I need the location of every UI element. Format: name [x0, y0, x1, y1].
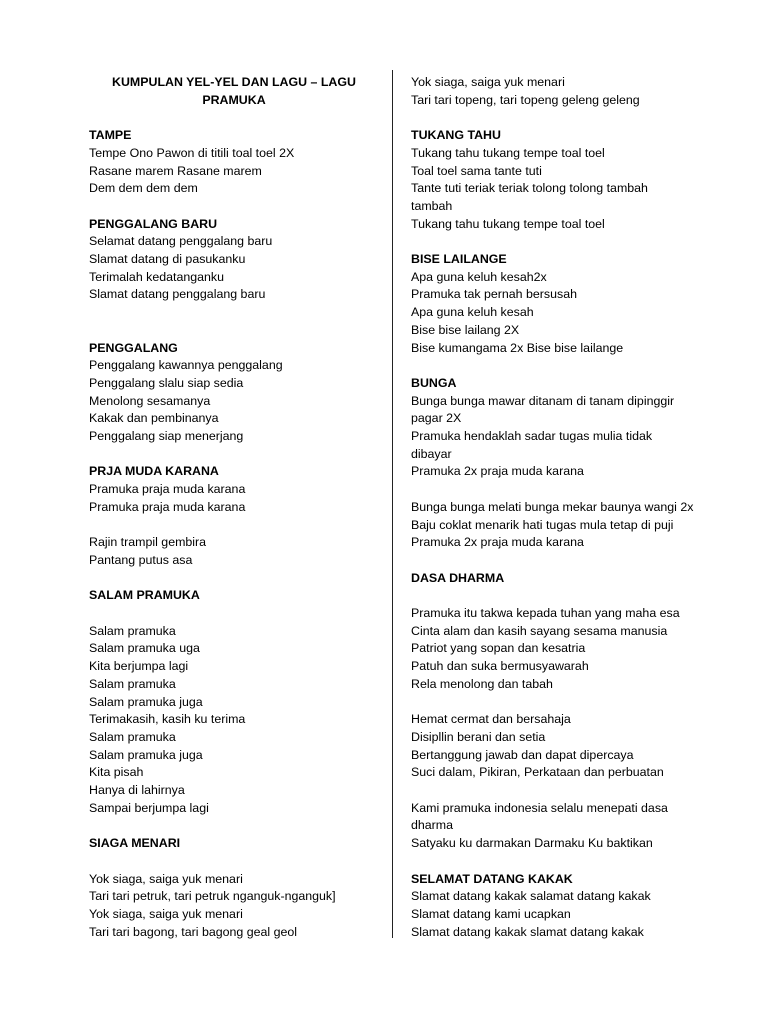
lyric-line: Tukang tahu tukang tempe toal toel: [411, 216, 605, 231]
section-heading: PENGGALANG: [89, 340, 178, 355]
lyric-line: Rajin trampil gembira: [89, 535, 207, 550]
lyric-line: Penggalang siap menerjang: [89, 429, 244, 444]
section-tampe: [89, 127, 379, 198]
section-heading: SALAM PRAMUKA: [89, 588, 200, 603]
section-heading: SELAMAT DATANG KAKAK: [411, 871, 573, 886]
lyric-line: Penggalang slalu siap sedia: [89, 375, 244, 390]
lyric-line: Pramuka hendaklah sadar tugas mulia tidak dibayar: [411, 429, 653, 461]
lyric-line: Penggalang kawannya penggalang: [89, 358, 283, 373]
lyric-line: Tari tari petruk, tari petruk nganguk-nganguk]: [89, 889, 336, 904]
lyric-line: Patuh dan suka bermusyawarah: [411, 659, 589, 674]
lyric-line: Apa guna keluh kesah: [411, 305, 534, 320]
lyric-line: Suci dalam, Pikiran, Perkataan dan perbuatan: [411, 765, 664, 780]
lyric-line: Hemat cermat dan bersahaja: [411, 712, 571, 727]
lyric-line: Kita pisah: [89, 765, 144, 780]
lyric-line: Pantang putus asa: [89, 552, 193, 567]
lyric-line: Pramuka 2x praja muda karana: [411, 535, 584, 550]
lyric-line: Salam pramuka: [89, 729, 176, 744]
lyric-line: Kami pramuka indonesia selalu menepati dasa dharma: [411, 800, 668, 833]
lyric-line: Slamat datang kami ucapkan: [411, 906, 571, 921]
lyric-line: Bise bise lailang 2X: [411, 322, 520, 337]
section-selamat-datang-kakak: [411, 871, 711, 942]
lyric-line: Slamat datang di pasukanku: [89, 252, 246, 266]
lyric-line: Yok siaga, saiga yuk menari: [89, 906, 243, 921]
lyric-line: Salam pramuka uga: [89, 641, 200, 656]
lyric-line: Salam pramuka juga: [89, 747, 203, 762]
lyric-line: Pramuka itu takwa kepada tuhan yang maha esa: [411, 606, 680, 620]
lyric-line: Pramuka praja muda karana: [89, 482, 246, 497]
document-title: KUMPULAN YEL-YEL DAN LAGU – LAGU PRAMUKA: [112, 75, 356, 107]
column-divider: [392, 70, 393, 938]
left-column: [89, 71, 379, 941]
lyric-line: Bertanggung jawab dan dapat dipercaya: [411, 747, 634, 762]
lyric-line: Yok siaga, saiga yuk menari: [89, 871, 243, 886]
lyric-line: Bunga bunga melati bunga mekar baunya wangi 2x: [411, 499, 694, 514]
lyric-line: Salam pramuka juga: [89, 694, 203, 709]
lyric-line: Terimalah kedatanganku: [89, 269, 225, 284]
lyric-line: Bunga bunga mawar ditanam di tanam dipinggir pagar 2X: [411, 393, 675, 426]
lyric-line: Dem dem dem dem: [89, 181, 198, 196]
section-penggalang: [89, 340, 379, 446]
lyric-line: Rasane marem Rasane marem: [89, 163, 262, 178]
lyric-line: Menolong sesamanya: [89, 393, 211, 408]
section-tukang-tahu: [411, 127, 711, 233]
lyric-line: Baju coklat menarik hati tugas mula tetap di puji: [411, 517, 674, 532]
section-heading: PRJA MUDA KARANA: [89, 464, 219, 479]
lyric-line: Kita berjumpa lagi: [89, 659, 189, 674]
section-heading: DASA DHARMA: [411, 570, 505, 585]
lyric-line: Terimakasih, kasih ku terima: [89, 712, 246, 727]
section-penggalang-baru: [89, 216, 379, 305]
lyric-line: Kakak dan pembinanya: [89, 411, 219, 426]
lyric-line: Patriot yang sopan dan kesatria: [411, 641, 586, 656]
lyric-line: Sampai berjumpa lagi: [89, 800, 209, 815]
lyric-line: Tari tari bagong, tari bagong geal geol: [89, 924, 298, 939]
section-bise-lailange: [411, 251, 711, 357]
lyric-line: Pramuka praja muda karana: [89, 499, 246, 514]
lyric-line: Pramuka 2x praja muda karana: [411, 464, 584, 479]
section-heading: TUKANG TAHU: [411, 128, 501, 143]
section-heading: TAMPE: [89, 128, 132, 143]
lyric-line: Salam pramuka: [89, 623, 176, 638]
section-siaga-menari: [89, 835, 379, 941]
section-heading: BUNGA: [411, 375, 457, 390]
lyric-line: Hanya di lahirnya: [89, 783, 185, 798]
right-column: [411, 71, 711, 941]
section-heading: SIAGA MENARI: [89, 836, 181, 851]
lyric-line: Slamat datang kakak slamat datang kakak: [411, 924, 644, 939]
lyric-line: Toal toel sama tante tuti: [411, 163, 542, 178]
lyric-line: Tukang tahu tukang tempe toal toel: [411, 145, 605, 160]
lyric-line: Pramuka tak pernah bersusah: [411, 287, 577, 302]
lyric-line: Bise kumangama 2x Bise bise lailange: [411, 340, 624, 355]
lyric-line: Tante tuti teriak teriak tolong tolong tambah tambah: [411, 181, 648, 213]
lyric-line: Satyaku ku darmakan Darmaku Ku baktikan: [411, 836, 653, 851]
lyric-line: Tempe Ono Pawon di titili toal toel 2X: [89, 145, 295, 160]
section-heading: PENGGALANG BARU: [89, 216, 218, 231]
lyric-line: Apa guna keluh kesah2x: [411, 269, 547, 284]
lyric-line: Selamat datang penggalang baru: [89, 234, 273, 249]
lyric-line: Cinta alam dan kasih sayang sesama manusia: [411, 623, 668, 638]
lyric-line: Yok siaga, saiga yuk menari: [411, 75, 565, 89]
lyric-line: Salam pramuka: [89, 676, 176, 691]
section-siaga-menari-continued: [411, 71, 711, 109]
lyric-line: Disipllin berani dan setia: [411, 729, 546, 744]
section-prja-muda-karana: [89, 463, 379, 569]
lyric-line: Rela menolong dan tabah: [411, 676, 553, 691]
section-dasa-dharma: [411, 570, 711, 853]
lyric-line: Slamat datang penggalang baru: [89, 287, 266, 302]
section-bunga: [411, 375, 711, 552]
lyric-line: Tari tari topeng, tari topeng geleng geleng: [411, 92, 640, 107]
lyric-line: Slamat datang kakak salamat datang kakak: [411, 889, 651, 904]
section-heading: BISE LAILANGE: [411, 252, 507, 266]
section-salam-pramuka: [89, 587, 379, 817]
